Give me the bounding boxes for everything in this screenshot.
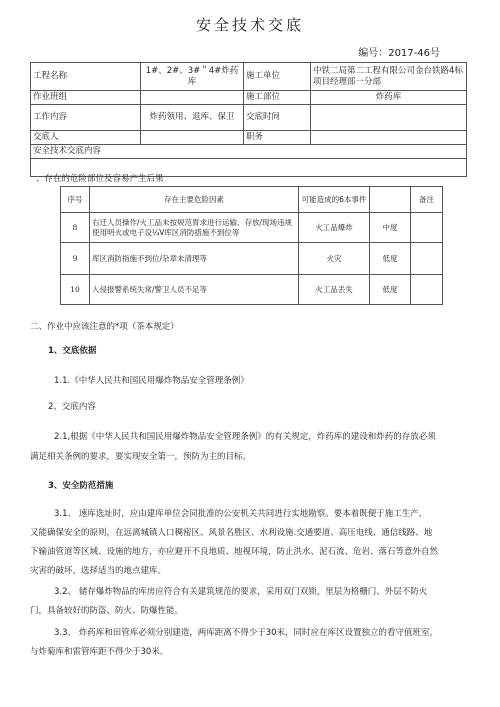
measure-para-line: 3.3、 炸药库和田管库必须分别建造，两库距离不得少于30米，同时应在库区设置独立的看守值班室，: [54, 628, 439, 638]
risk-level: 低度: [370, 243, 411, 275]
post-value: [311, 131, 467, 145]
risk-event: 火工品丢失: [299, 275, 370, 305]
table-row: [61, 243, 443, 275]
measure-para-line: 门，具备较好的防盗、防火、防爆性能。: [30, 606, 184, 616]
table-row: [61, 275, 443, 305]
content-para-line: 满足相关条例的要求，要实现安全第一，预防为主的目标。: [30, 452, 252, 462]
document-title: 安全技术交底: [195, 16, 304, 34]
risk-factor: 入侵报警系统失常/警卫人员不足等: [90, 275, 299, 305]
time-label: 交底时间: [244, 105, 311, 131]
team-value: [141, 91, 244, 105]
measure-para-line: 与炸菊库和雷管库距不得少于30米。: [30, 647, 169, 657]
content-para-line: 2.1,根据《中华人民共和国民用爆炸物品安全管理条例》的有关规定，炸药库的建设和炸药的存放必须: [54, 432, 436, 442]
risk-level: 低度: [370, 275, 411, 305]
table-row: [61, 213, 443, 243]
project-label: 工程名称: [31, 63, 141, 91]
risk-no: 10: [61, 275, 90, 305]
dept-label: 施工部位: [244, 91, 311, 105]
risk-note: [411, 275, 443, 305]
risk-table: [60, 186, 443, 305]
project-value: 1#、2#、3#＂4#炸药库: [141, 63, 244, 91]
section-1-prefix: 、存在: [36, 174, 62, 184]
content-heading: 2、交底内容: [48, 402, 96, 412]
risk-header-event: 可能造成的6本事件: [299, 187, 370, 213]
risk-header-level: [370, 187, 411, 213]
risk-no: 9: [61, 243, 90, 275]
work-label: 工作内容: [31, 105, 141, 131]
risk-factor: 右迁人员操作/火工品未按规范胃求进行运输、存放/现场违规使用明火或电子设¼V库区消防措施不到位等: [90, 213, 299, 243]
basis-heading: 1、交底依据: [48, 346, 97, 356]
work-value: 炸药领用、退库、保卫: [141, 105, 244, 131]
risk-event: 火灾: [299, 243, 370, 275]
measure-para-line: 3.2、 储存爆炸物品的库房应符合有关建筑规范的要求，采用双门双锁，里层为格栅门、外层不防火: [54, 587, 428, 597]
team-label: 作业班组: [31, 91, 141, 105]
section-1-title: 的危险部位及容易产生后果: [61, 174, 164, 184]
risk-no: 8: [61, 213, 90, 243]
unit-value: 中铁二局第二工程有限公司金台铁路4标项目经理部一分部: [311, 63, 467, 91]
risk-header-no: 序号: [61, 187, 90, 213]
measure-para-line: 下输油管道等区域、设施的地方，亦应避开不良地质、地视环境，防止洪水、泥石流、危岩、落石等意外自然: [30, 547, 439, 557]
measure-para-line: 灾害的破坏，选择适当的地点建库。: [30, 566, 167, 576]
risk-header-note: 备注: [411, 187, 443, 213]
measure-para-line: 又能确保安全的原则，在远离城镇人口稠密区、风景名胜区、水利设施.交通要道、高压电线、通信线路、地: [30, 528, 433, 538]
info-table: [30, 62, 467, 177]
post-label: 职务: [244, 131, 311, 145]
content-label: 安全技术交底内容: [31, 145, 467, 159]
measure-para-line: 3.1、 速库选址时，应由建库单位会同批准的公安机关共同进行实地勘察。要本着既便于施工生产，: [54, 509, 428, 519]
document-number: 编号：2017-46号: [358, 48, 440, 59]
risk-note: [411, 243, 443, 275]
risk-note: [411, 213, 443, 243]
measures-heading: 3、安全防范措施: [48, 481, 114, 491]
dept-value: 炸药库: [311, 91, 467, 105]
person-value: [141, 131, 244, 145]
risk-factor: 库区消防指施不到位/杂章未清理等: [90, 243, 299, 275]
section-1-heading: [36, 172, 164, 184]
risk-level: 中度: [370, 213, 411, 243]
time-value: [311, 105, 467, 131]
risk-header-factor: 存在主要危险因素: [90, 187, 299, 213]
basis-item: 1.1.《中华人民共和国民用爆炸物品安全管理条例》: [54, 376, 249, 386]
section-2-heading: 二、作业中应该注意的*项（茶本规定）: [30, 322, 179, 332]
person-label: 交底人: [31, 131, 141, 145]
unit-label: 施工单位: [244, 63, 311, 91]
risk-event: 火工品爆炸: [299, 213, 370, 243]
